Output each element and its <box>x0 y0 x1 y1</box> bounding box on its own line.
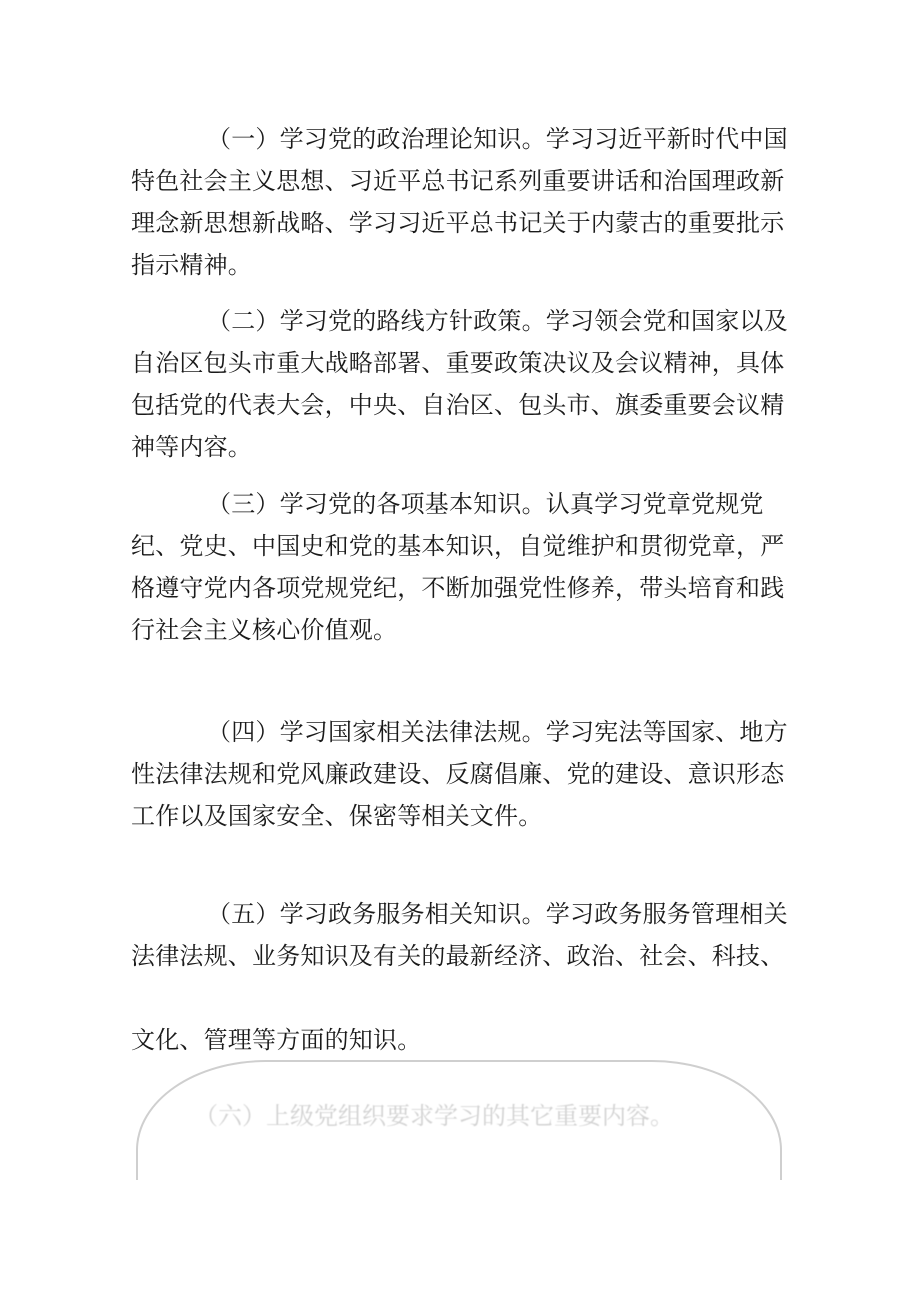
faded-paragraph-6: （六）上级党组织要求学习的其它重要内容。 <box>194 1102 674 1130</box>
paragraph-2: （二）学习党的路线方针政策。学习领会党和国家以及自治区包头市重大战略部署、重要政策决议及会议精神，具体包括党的代表大会，中央、自治区、包头市、旗委重要会议精神等内容。 <box>131 307 788 461</box>
paragraph-5: （五）学习政务服务相关知识。学习政务服务管理相关法律法规、业务知识及有关的最新经济、政治、社会、科技、 <box>131 900 788 970</box>
faded-overlay <box>136 1060 784 1180</box>
paragraph-4: （四）学习国家相关法律法规。学习宪法等国家、地方性法律法规和党风廉政建设、反腐倡廉、党的建设、意识形态工作以及国家安全、保密等相关文件。 <box>131 718 788 830</box>
paragraph-3: （三）学习党的各项基本知识。认真学习党章党规党纪、党史、中国史和党的基本知识，自觉维护和贯彻党章，严格遵守党内各项党规党纪，不断加强党性修养，带头培育和践行社会主义核心价值观。 <box>131 490 785 644</box>
paragraph-1: （一）学习党的政治理论知识。学习习近平新时代中国特色社会主义思想、习近平总书记系列重要讲话和治国理政新理念新思想新战略、学习习近平总书记关于内蒙古的重要批示指示精神。 <box>131 125 788 279</box>
paragraph-5-continuation: 文化、管理等方面的知识。 <box>131 1026 422 1054</box>
